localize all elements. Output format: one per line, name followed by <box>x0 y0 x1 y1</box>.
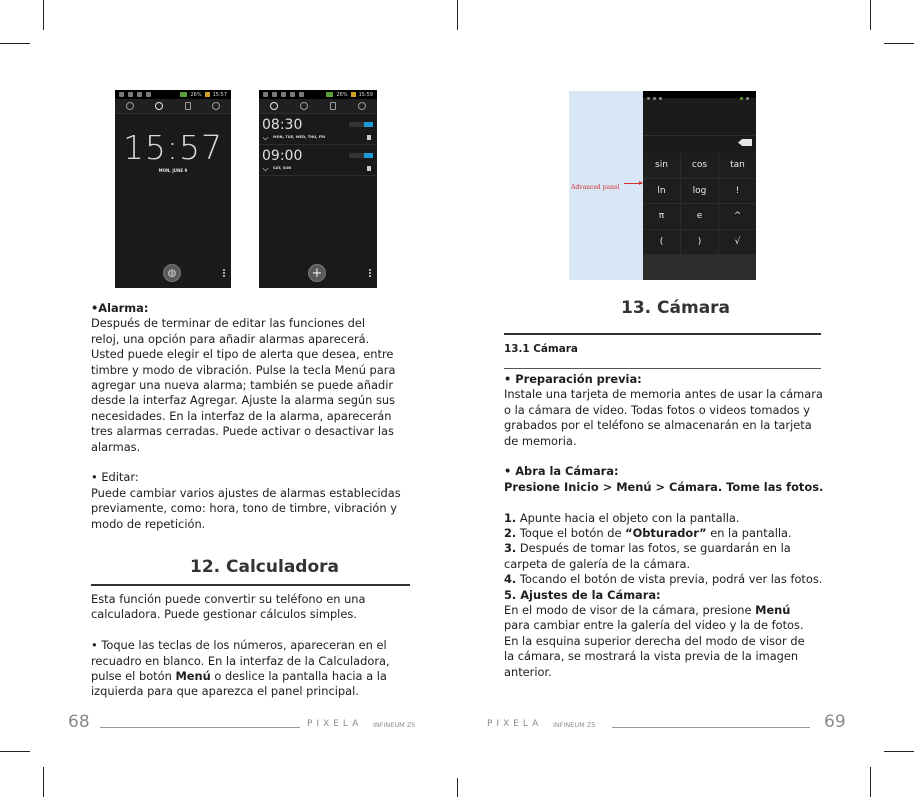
key-log[interactable]: log <box>681 179 718 204</box>
step-number: 3. <box>504 541 517 556</box>
clock-tab-icon[interactable] <box>155 102 163 110</box>
step-number: 4. <box>504 572 517 587</box>
crop-mark <box>43 767 44 797</box>
calc-body-line <box>91 669 421 684</box>
status-bar <box>643 91 756 98</box>
alarm-screenshot <box>259 90 377 288</box>
battery-percent: 26% <box>336 91 348 98</box>
trash-icon[interactable] <box>367 166 371 171</box>
alarm-time: 09:00 <box>262 148 303 164</box>
calc-body-line: • Toque las teclas de los números, apareceran en el <box>91 638 387 653</box>
calculator-screenshot <box>569 91 756 280</box>
brand-model: INFINEUM Z5 <box>553 721 596 729</box>
step-1 <box>504 511 834 526</box>
clock-screenshot <box>115 90 231 288</box>
signal-icon <box>326 92 333 97</box>
key-open-paren[interactable]: ( <box>643 230 680 255</box>
key-power[interactable]: ^ <box>719 204 756 229</box>
add-alarm-button[interactable] <box>308 264 326 282</box>
clock-tab-icon[interactable] <box>300 102 308 110</box>
status-bar <box>259 90 377 99</box>
crop-mark <box>884 751 914 752</box>
clock-tabbar <box>259 99 377 114</box>
calc-body-text: pulse el botón <box>91 669 176 684</box>
alarma-line: timbre y modo de vibración. Pulse la tecla Menú para <box>91 362 396 377</box>
calculadora-section <box>91 592 421 700</box>
abra-line: Presione Inicio > Menú > Cámara. Tome las fotos. <box>504 479 824 494</box>
crop-mark <box>870 0 871 30</box>
step-text: Después de tomar las fotos, se guardarán en la <box>516 541 791 556</box>
status-time: 15:59 <box>358 91 373 98</box>
calc-intro-line: Esta función puede convertir su teléfono en una <box>91 592 366 606</box>
step-3-cont: carpeta de galería de la cámara. <box>504 556 691 571</box>
trash-icon[interactable] <box>367 135 371 140</box>
step-5-line <box>504 603 834 618</box>
calc-body-line: izquierda para que aparezca el panel principal. <box>91 684 359 699</box>
stopwatch-tab-icon[interactable] <box>358 102 366 110</box>
editar-line: previamente, como: hora, tono de timbre, vibración y <box>91 501 397 516</box>
globe-icon: ◍ <box>167 267 177 279</box>
key-cos[interactable]: cos <box>681 153 718 178</box>
battery-percent: 26% <box>190 91 202 98</box>
alarm-toggle[interactable] <box>349 122 373 127</box>
calculadora-title: 12. Calculadora <box>190 557 339 577</box>
alarm-days: SAT, SUN <box>273 166 292 170</box>
crop-mark <box>884 43 914 44</box>
calculator-app <box>643 91 756 280</box>
backspace-icon[interactable] <box>738 139 752 146</box>
key-pi[interactable]: π <box>643 204 680 229</box>
alarma-line: tres alarmas cerradas. Puede activar o desactivar las <box>91 424 394 439</box>
overflow-menu-icon[interactable] <box>369 269 371 277</box>
step-text: Apunte hacia el objeto con la pantalla. <box>516 510 740 525</box>
key-e[interactable]: e <box>681 204 718 229</box>
key-ln[interactable]: ln <box>643 179 680 204</box>
key-sin[interactable]: sin <box>643 153 680 178</box>
footer-rule <box>612 727 810 728</box>
chevron-down-icon[interactable] <box>263 135 269 141</box>
battery-icon <box>351 92 356 97</box>
subsection-title: 13.1 Cámara <box>504 343 578 355</box>
obturador-keyword: “Obturador” <box>625 526 707 541</box>
alarma-line: Después de terminar de editar las funciones del <box>91 316 366 331</box>
abra-heading: • Abra la Cámara: <box>504 464 619 479</box>
alarm-item[interactable] <box>259 114 377 145</box>
alarma-heading: •Alarma: <box>91 301 149 315</box>
signal-icon <box>180 92 187 97</box>
status-bar <box>115 90 231 99</box>
step-text: Toque el botón de <box>516 526 626 541</box>
alarma-line: Usted puede elegir el tipo de alerta que desea, entre <box>91 347 394 362</box>
step-3 <box>504 541 834 556</box>
page-number-left: 68 <box>68 712 90 732</box>
calc-body-line: recuadro en blanco. En la interfaz de la Calculadora, <box>91 653 390 668</box>
brand-logo: PIXELA <box>307 719 363 729</box>
preparacion-line: grabados por el teléfono se almacenarán en la tarjeta <box>504 418 812 433</box>
step-number: 2. <box>504 526 517 541</box>
editar-heading: • Editar: <box>91 470 139 485</box>
crop-mark <box>43 0 44 30</box>
chevron-down-icon[interactable] <box>263 166 269 172</box>
menu-keyword: Menú <box>755 603 791 618</box>
alarm-item[interactable] <box>259 145 377 176</box>
preparacion-line: Instale una tarjeta de memoria antes de usar la cámara <box>504 387 823 402</box>
editar-line: modo de repetición. <box>91 516 206 531</box>
crop-mark <box>870 767 871 797</box>
key-close-paren[interactable]: ) <box>681 230 718 255</box>
step-5-line: la cámara, se mostrará la vista previa de la imagen <box>504 649 799 664</box>
preparacion-line: de memoria. <box>504 433 577 448</box>
crop-mark <box>0 751 30 752</box>
subsection-rule <box>504 368 821 369</box>
clock-tabbar <box>115 99 231 114</box>
alarm-toggle[interactable] <box>349 153 373 158</box>
brand-model: INFINEUM Z5 <box>373 721 416 729</box>
footer-rule <box>100 727 300 728</box>
camara-title: 13. Cámara <box>621 298 731 318</box>
step-text: En el modo de visor de la cámara, presione <box>504 603 756 618</box>
plus-icon: + <box>311 265 323 281</box>
alarma-line: reloj, una opción para añadir alarmas aparecerá. <box>91 331 370 346</box>
clock-date: MON, JUNE 9 <box>158 168 188 173</box>
camara-section <box>504 372 834 680</box>
alarm-tab-icon[interactable] <box>126 102 134 110</box>
menu-keyword: Menú <box>175 669 211 684</box>
section-rule <box>91 584 410 586</box>
battery-icon <box>205 92 210 97</box>
step-5-line: En la esquina superior derecha del modo de visor de <box>504 633 805 648</box>
step-2 <box>504 526 834 541</box>
brand-logo: PIXELA <box>487 719 543 729</box>
preparacion-heading: • Preparación previa: <box>504 372 642 386</box>
advanced-panel <box>643 153 756 280</box>
preparacion-line: o la cámara de video. Todas fotos o videos tomados y <box>504 402 810 417</box>
crop-mark <box>457 778 458 797</box>
calc-input-row <box>643 135 756 150</box>
overflow-menu-icon[interactable] <box>223 269 225 277</box>
alarma-line: alarmas. <box>91 439 141 454</box>
alarma-line: agregar una nueva alarma; también se puede añadir <box>91 378 394 393</box>
step-text: en la pantalla. <box>706 526 792 541</box>
step-5-heading: 5. Ajustes de la Cámara: <box>504 587 661 602</box>
alarm-days: MON, TUE, WED, THU, FRI <box>273 135 326 139</box>
alarma-line: necesidades. En la interfaz de la alarma, aparecerán <box>91 408 392 423</box>
alarm-time: 08:30 <box>262 117 303 133</box>
step-5-line: para cambiar entre la galería del video y la de fotos. <box>504 618 804 633</box>
calc-body-text: o deslice la pantalla hacia a la <box>210 669 387 684</box>
step-5-line: anterior. <box>504 664 552 679</box>
alarma-line: desde la interfaz Agregar. Ajuste la alarma según sus <box>91 393 396 408</box>
step-number: 1. <box>504 510 517 525</box>
key-tan[interactable]: tan <box>719 153 756 178</box>
calc-intro-line: calculadora. Puede gestionar cálculos simples. <box>91 607 357 622</box>
world-clock-button[interactable] <box>163 264 181 282</box>
alarm-tab-icon[interactable] <box>270 102 278 110</box>
step-4 <box>504 572 834 587</box>
status-time: 15:57 <box>212 91 227 98</box>
page-number-right: 69 <box>824 712 846 732</box>
advanced-panel-annotation: Advanced panel <box>571 184 620 191</box>
timer-tab-icon[interactable] <box>330 102 336 110</box>
step-text: Tocando el botón de vista previa, podrá ver las fotos. <box>516 572 823 587</box>
section-rule <box>504 333 821 335</box>
stopwatch-tab-icon[interactable] <box>212 102 220 110</box>
alarm-section <box>91 301 421 532</box>
editar-line: Puede cambiar varios ajustes de alarmas establecidas <box>91 485 401 500</box>
digital-clock: 15:57 <box>122 128 224 167</box>
key-sqrt[interactable]: √ <box>719 230 756 255</box>
crop-mark <box>457 0 458 30</box>
key-factorial[interactable]: ! <box>719 179 756 204</box>
crop-mark <box>0 43 30 44</box>
timer-tab-icon[interactable] <box>185 102 191 110</box>
annotation-arrow <box>624 183 642 184</box>
